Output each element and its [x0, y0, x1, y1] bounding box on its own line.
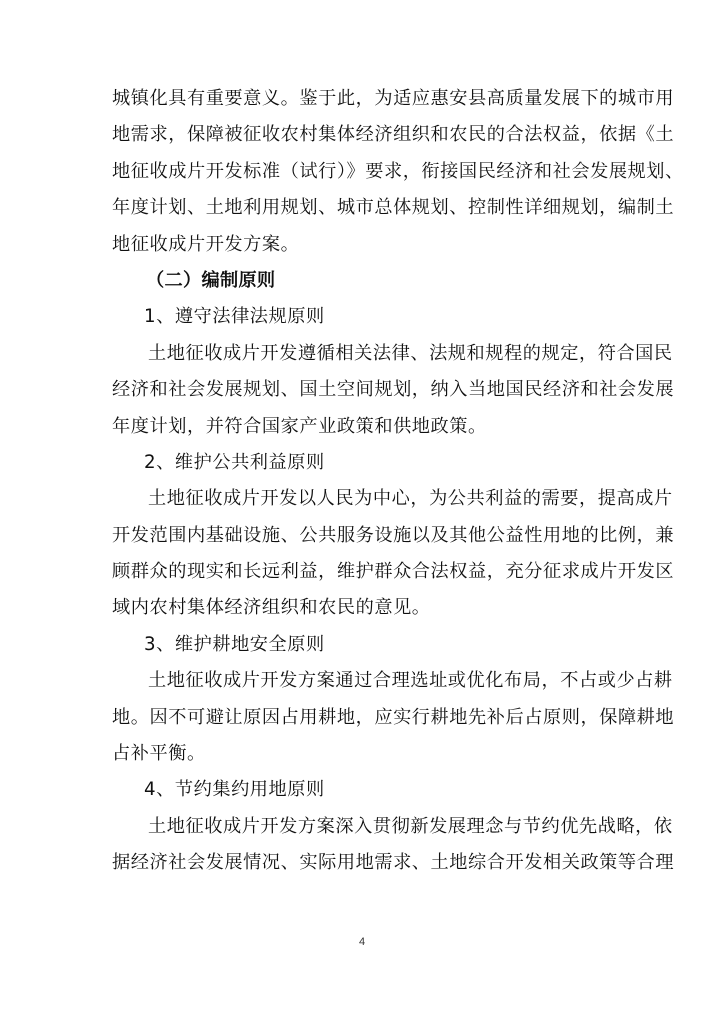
- paragraph-line: 土地征收成片开发方案深入贯彻新发展理念与节约优先战略，依: [148, 815, 673, 837]
- paragraph-line: 城镇化具有重要意义。鉴于此，为适应惠安县高质量发展下的城市用: [112, 88, 675, 109]
- paragraph-line: 地征收成片开发方案。: [112, 233, 300, 255]
- subsection-heading: 1、遵守法律法规原则: [144, 306, 325, 328]
- paragraph-line: 年度计划、土地利用规划、城市总体规划、控制性详细规划，编制土: [112, 197, 675, 219]
- paragraph-line: 土地征收成片开发遵循相关法律、法规和规程的规定，符合国民: [148, 342, 673, 364]
- paragraph-line: 域内农村集体经济组织和农民的意见。: [112, 597, 431, 619]
- paragraph-line: 土地征收成片开发以人民为中心，为公共利益的需要，提高成片: [148, 488, 673, 510]
- paragraph-line: 经济和社会发展规划、国土空间规划，纳入当地国民经济和社会发展: [112, 379, 675, 401]
- document-body: [112, 86, 684, 887]
- paragraph-line: 占补平衡。: [112, 743, 206, 765]
- paragraph-line: 地。因不可避让原因占用耕地，应实行耕地先补后占原则，保障耕地: [112, 706, 675, 728]
- paragraph-line: 地征收成片开发标准（试行）》要求，衔接国民经济和社会发展规划、: [112, 160, 684, 182]
- subsection-heading: 2、维护公共利益原则: [144, 451, 325, 473]
- paragraph-line: 据经济社会发展情况、实际用地需求、土地综合开发相关政策等合理: [112, 852, 675, 874]
- page-number: 4: [358, 936, 366, 948]
- subsection-heading: 3、维护耕地安全原则: [144, 633, 325, 655]
- paragraph-line: 年度计划，并符合国家产业政策和供地政策。: [112, 415, 487, 437]
- paragraph-line: 地需求，保障被征收农村集体经济组织和农民的合法权益，依据《土: [112, 124, 675, 146]
- paragraph-line: 土地征收成片开发方案通过合理选址或优化布局，不占或少占耕: [148, 670, 673, 692]
- section-heading: （二）编制原则: [146, 269, 276, 291]
- subsection-heading: 4、节约集约用地原则: [144, 779, 325, 801]
- paragraph-line: 开发范围内基础设施、公共服务设施以及其他公益性用地的比例，兼: [112, 524, 675, 546]
- paragraph-line: 顾群众的现实和长远利益，维护群众合法权益，充分征求成片开发区: [112, 561, 675, 583]
